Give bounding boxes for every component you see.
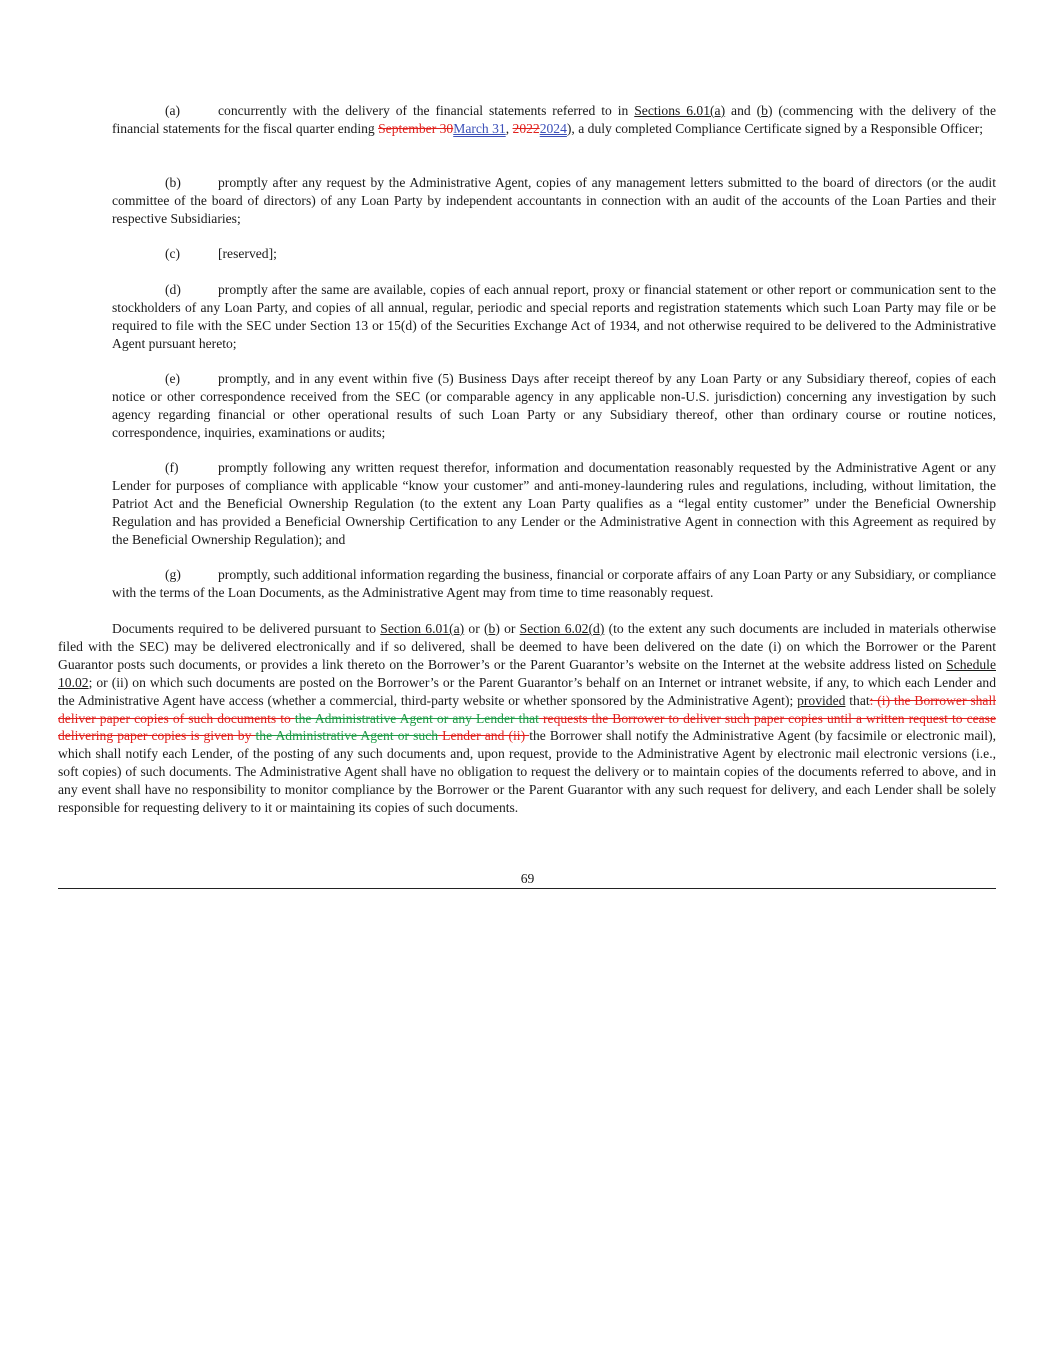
section-reference: b [488,621,496,636]
section-reference: Section 6.02(d) [519,621,605,636]
paragraph-label: (a) [165,103,181,118]
page-number: 69 [520,871,535,886]
documents-paragraph: Documents required to be delivered pursuant to Section 6.01(a) or (b) or Section 6.02(d) (to the extent any such documents are included in materials otherwise filed with the SEC) may be delivered electronically and if so delivered, shall be deemed to have been delivered on the date (i) on which the Borrower or the Parent Guarantor posts such documents, or provides a link thereto on the Borrower’s or the Parent Guarantor’s website on the Internet at the website address listed on Schedule 10.02; or (ii) on which such documents are posted on the Borrower’s or the Parent Guarantor’s behalf on an Internet or intranet website, if any, to which each Lender and the Administrative Agent have access (whether a commercial, third-party website or whether sponsored by the Administrative Agent); provided that: (i) the Borrower shall deliver paper copies of such documents to the Administrative Agent or any Lender that requests the Borrower to deliver such paper copies until a written request to cease delivering paper copies is given by the Administrative Agent or such Lender and (ii) the Borrower shall notify the Administrative Agent (by facsimile or electronic mail), which shall notify each Lender, of the posting of any such documents and, upon request, provide to the Administrative Agent by electronic mail electronic versions (i.e., soft copies) of such documents. The Administrative Agent shall have no obligation to request the delivery or to maintain copies of the documents referred to above, and in any event shall have no responsibility to monitor compliance by the Borrower or the Parent Guarantor with any such request for delivery, and each Lender shall be solely responsible for requesting delivery to it or maintaining its copies of such documents. [58,621,997,816]
paragraph-d: (d) promptly after the same are available, copies of each annual report, proxy or financial statement or other report or communication sent to the stockholders of any Loan Party, and copies of all annual, regular, periodic and special reports and registration statements which such Loan Party may file or be required to file with the SEC under Section 13 or 15(d) of the Securities Exchange Act of 1934, and not otherwise required to be delivered to the Administrative Agent pursuant hereto; [112,282,996,351]
deleted-text: Lender and (ii) [438,728,530,744]
deleted-text: 2022 [512,120,540,136]
paragraph-a: (a) concurrently with the delivery of the financial statements referred to in Sections 6.01(a) and (b) (commencing with the delivery of the financial statements for the fiscal quarter ending September 30March 31, 20222024), a duly completed Compliance Certificate signed by a Responsible Officer; [112,103,997,136]
paragraph-g: (g) promptly, such additional information regarding the business, financial or corporate affairs of any Loan Party or any Subsidiary, or compliance with the terms of the Loan Documents, as the Administrative Agent may from time to time reasonably request. [112,567,996,600]
section-reference: Sections 6.01(a) [634,103,726,118]
section-reference: Section 6.01(a) [380,621,465,636]
deleted-text: September 30 [378,120,454,136]
footer-divider [58,888,996,889]
moved-deleted-text: the Administrative Agent or any Lender that [294,710,539,726]
paragraph-label: (e) [165,371,181,386]
paragraph-label: (f) [165,460,179,475]
paragraph-c: (c) [reserved]; [165,246,277,261]
paragraph-f: (f) promptly following any written request therefor, information and documentation reasonably requested by the Administrative Agent or any Lender for purposes of compliance with applicable “know your customer” and anti-money-laundering rules and regulations, including, without limitation, the Patriot Act and the Beneficial Ownership Regulation (to the extent any Loan Party qualifies as a “legal entity customer” under the Beneficial Ownership Regulation and has provided a Beneficial Ownership Certification to any Lender or the Administrative Agent in connection with this Agreement as required by the Beneficial Ownership Regulation); and [112,460,996,547]
schedule-reference: Schedule 10.02 [58,656,996,690]
inserted-text: 2024 [539,120,567,136]
paragraph-label: (g) [165,567,181,582]
moved-deleted-text: the Administrative Agent or such [255,728,439,744]
inserted-text: March 31 [453,120,506,136]
paragraph-b: (b) promptly after any request by the Administrative Agent, copies of any management letters submitted to the board of directors (or the audit committee of the board of directors) of any Loan Party by independent accountants in connection with an audit of the accounts of the Loan Parties and their respective Subsidiaries; [112,175,996,226]
provided-term: provided [797,692,846,708]
paragraph-label: (b) [165,175,181,190]
paragraph-label: (c) [165,246,181,261]
paragraph-label: (d) [165,282,181,297]
paragraph-e: (e) promptly, and in any event within five (5) Business Days after receipt thereof by any Loan Party or any Subsidiary thereof, copies of each notice or other correspondence received from the SEC (or comparable agency in any applicable non-U.S. jurisdiction) concerning any investigation by such agency regarding financial or other operational results of such Loan Party or any Subsidiary thereof, other than ordinary course or routine notices, correspondence, inquiries, examinations or audits; [112,371,996,440]
section-reference: b [761,103,768,118]
deleted-text: : (i) the Borrower shall deliver paper copies of such documents to [58,692,996,726]
deleted-text: requests the Borrower to deliver such paper copies until a written request to cease delivering paper copies is given by [58,710,997,744]
